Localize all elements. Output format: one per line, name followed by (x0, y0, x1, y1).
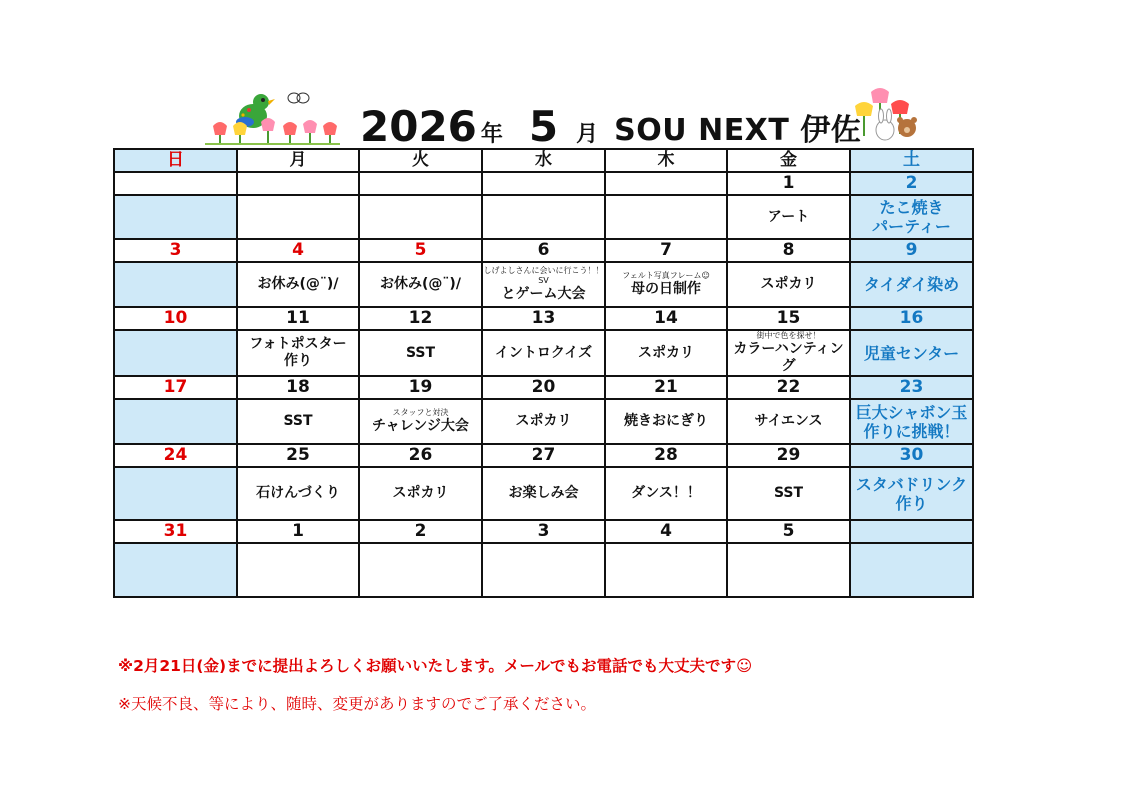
date-number: 6 (482, 239, 605, 262)
event-text: たこ焼き (879, 198, 944, 217)
event-text: お楽しみ会 (508, 485, 579, 501)
event-text: とゲーム大会 (501, 286, 586, 302)
date-number: 22 (727, 376, 850, 399)
butterfly-icon (288, 93, 309, 103)
weekday-header: 金 (727, 149, 850, 172)
event-cell (850, 330, 973, 376)
date-number: 2 (359, 520, 482, 543)
event-cell (359, 195, 482, 239)
event-cell (850, 399, 973, 444)
event-text: 街中で色を探せ！ (756, 331, 821, 340)
event-text: サイエンス (754, 413, 823, 429)
event-cell (482, 262, 605, 307)
date-number: 12 (359, 307, 482, 330)
date-number: 19 (359, 376, 482, 399)
event-text: しげよしさんに会いに行こう！！SV (483, 266, 604, 285)
date-number (359, 172, 482, 195)
date-number: 4 (605, 520, 727, 543)
event-text: スタッフと対決 (392, 408, 449, 417)
event-text: お休み(@¨)/ (257, 276, 339, 292)
event-text: パーティー (872, 217, 951, 236)
event-text: ダンス！！ (631, 485, 701, 501)
event-text: チャレンジ大会 (372, 418, 469, 434)
date-number: 30 (850, 444, 973, 467)
date-number: 31 (114, 520, 237, 543)
rabbit-icon (876, 109, 894, 140)
event-text: 作り (895, 493, 928, 513)
event-text: スポカリ (760, 276, 817, 292)
date-number (237, 172, 359, 195)
calendar-title (360, 100, 861, 150)
title-facility-name: SOU NEXT 伊佐 (614, 113, 862, 148)
event-text: 母の日制作 (631, 281, 701, 297)
date-number: 1 (237, 520, 359, 543)
event-cell (727, 330, 850, 376)
title-month: 5 (528, 102, 559, 151)
schedule-change-note: ※天候不良、等により、随時、変更がありますのでご了承ください。 (118, 695, 596, 713)
event-cell (605, 195, 727, 239)
event-cell (237, 330, 359, 376)
date-number: 27 (482, 444, 605, 467)
event-cell (605, 330, 727, 376)
date-number: 1 (727, 172, 850, 195)
event-text: SST (405, 344, 436, 361)
event-text: スポカリ (638, 344, 694, 361)
date-number: 16 (850, 307, 973, 330)
monthly-calendar (113, 148, 974, 598)
date-number: 7 (605, 239, 727, 262)
event-cell (727, 195, 850, 239)
date-number: 25 (237, 444, 359, 467)
event-text: お休み(@¨)/ (380, 276, 461, 292)
event-text: 児童センター (863, 343, 960, 363)
event-cell (727, 262, 850, 307)
date-number: 14 (605, 307, 727, 330)
weekday-header: 木 (605, 149, 727, 172)
event-cell (605, 467, 727, 520)
event-cell (359, 330, 482, 376)
event-row (114, 399, 973, 444)
event-cell (114, 467, 237, 520)
event-cell (237, 195, 359, 239)
event-cell (850, 195, 973, 239)
event-cell (727, 467, 850, 520)
weekday-header: 日 (114, 149, 237, 172)
date-number: 15 (727, 307, 850, 330)
date-row (114, 444, 973, 467)
event-cell (850, 467, 973, 520)
event-cell (605, 543, 727, 597)
event-row (114, 262, 973, 307)
date-number: 21 (605, 376, 727, 399)
date-number: 18 (237, 376, 359, 399)
event-cell (482, 195, 605, 239)
event-cell (359, 399, 482, 444)
title-year: 2026 (360, 102, 477, 151)
event-cell (605, 399, 727, 444)
event-cell (359, 467, 482, 520)
event-cell (114, 195, 237, 239)
date-number: 26 (359, 444, 482, 467)
event-text: SST (283, 413, 313, 429)
date-number: 3 (114, 239, 237, 262)
event-cell (114, 399, 237, 444)
date-number: 23 (850, 376, 973, 399)
date-number (114, 172, 237, 195)
date-number (850, 520, 973, 543)
event-cell (359, 262, 482, 307)
event-text: SST (773, 485, 804, 501)
event-text: イントロクイズ (494, 344, 593, 361)
date-number: 17 (114, 376, 237, 399)
event-text: 作り (284, 353, 312, 369)
weekday-header-row (114, 149, 973, 172)
date-number: 20 (482, 376, 605, 399)
date-number: 29 (727, 444, 850, 467)
event-cell (359, 543, 482, 597)
date-number: 4 (237, 239, 359, 262)
event-text: スタバドリンク (855, 474, 968, 494)
date-number: 13 (482, 307, 605, 330)
event-cell (850, 262, 973, 307)
event-text: 作りに挑戦！ (863, 421, 960, 441)
event-text: 石けんづくり (256, 485, 340, 501)
event-row (114, 330, 973, 376)
event-cell (237, 399, 359, 444)
event-cell (237, 543, 359, 597)
event-text: スポカリ (515, 413, 572, 429)
event-text: 焼きおにぎり (624, 413, 708, 429)
event-cell (850, 543, 973, 597)
date-row (114, 172, 973, 195)
event-cell (727, 399, 850, 444)
event-cell (114, 262, 237, 307)
event-text: 巨大シャボン玉 (855, 402, 968, 422)
event-row (114, 467, 973, 520)
event-cell (727, 543, 850, 597)
event-cell (482, 399, 605, 444)
event-text: カラーハンティング (733, 341, 844, 374)
event-row (114, 195, 973, 239)
date-number: 10 (114, 307, 237, 330)
date-row (114, 307, 973, 330)
date-number (605, 172, 727, 195)
event-cell (237, 467, 359, 520)
event-cell (482, 467, 605, 520)
event-text: フェルト写真フレーム☺ (622, 271, 710, 280)
tulip-animals-illustration (852, 86, 930, 146)
event-cell (482, 330, 605, 376)
date-number: 8 (727, 239, 850, 262)
title-month-unit: 月 (576, 122, 599, 147)
event-cell (605, 262, 727, 307)
weekday-header: 水 (482, 149, 605, 172)
date-row (114, 239, 973, 262)
date-number (482, 172, 605, 195)
date-number: 28 (605, 444, 727, 467)
title-year-unit: 年 (480, 122, 503, 147)
event-text: タイダイ染め (863, 275, 960, 294)
date-number: 11 (237, 307, 359, 330)
date-number: 9 (850, 239, 973, 262)
event-text: アート (767, 208, 810, 225)
date-number: 3 (482, 520, 605, 543)
event-cell (237, 262, 359, 307)
event-cell (114, 543, 237, 597)
submission-note: ※2月21日(金)までに提出よろしくお願いいたします。メールでもお電話でも大丈夫です☺ (118, 657, 753, 675)
date-number: 5 (359, 239, 482, 262)
tulip-bird-illustration (205, 88, 340, 146)
date-number: 24 (114, 444, 237, 467)
weekday-header: 土 (850, 149, 973, 172)
event-text: フォトポスター (249, 336, 347, 352)
date-number: 2 (850, 172, 973, 195)
event-row (114, 543, 973, 597)
weekday-header: 火 (359, 149, 482, 172)
weekday-header: 月 (237, 149, 359, 172)
tulip-row-icon (205, 118, 340, 144)
date-row (114, 520, 973, 543)
event-cell (114, 330, 237, 376)
date-number: 5 (727, 520, 850, 543)
event-text: スポカリ (392, 485, 449, 501)
event-cell (482, 543, 605, 597)
date-row (114, 376, 973, 399)
